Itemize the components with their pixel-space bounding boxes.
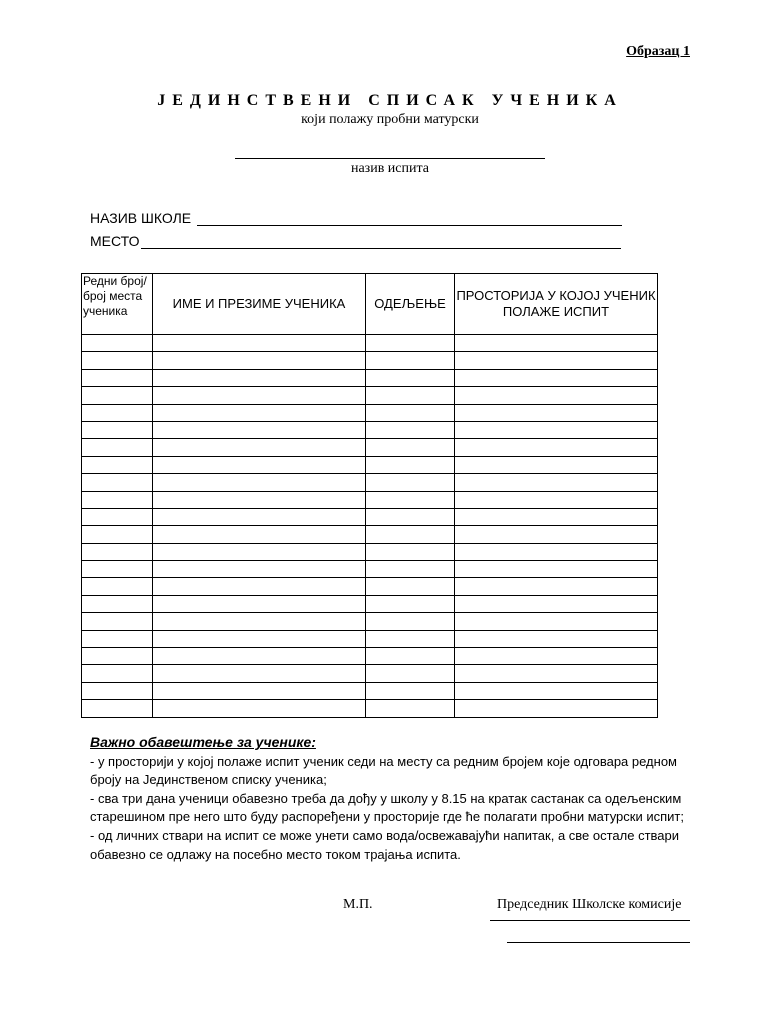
cell-room[interactable] [455, 561, 658, 578]
cell-room[interactable] [455, 682, 658, 699]
table-row [82, 421, 658, 438]
cell-class[interactable] [366, 474, 455, 491]
student-list-table [81, 273, 658, 718]
cell-number[interactable] [82, 526, 153, 543]
cell-room[interactable] [455, 665, 658, 682]
cell-room[interactable] [455, 369, 658, 386]
cell-room[interactable] [455, 439, 658, 456]
notice-item: - сва три дана ученици обавезно треба да дођу у школу у 8.15 на кратак састанак са одељенским старешином пре него што буду распоређени у просторије где ће полагати пробни матурски испит; [90, 790, 684, 825]
cell-class[interactable] [366, 404, 455, 421]
cell-room[interactable] [455, 543, 658, 560]
column-header-room: ПРОСТОРИЈА У КОЈОЈ УЧЕНИК ПОЛАЖЕ ИСПИТ [455, 274, 658, 335]
cell-class[interactable] [366, 682, 455, 699]
cell-room[interactable] [455, 595, 658, 612]
table-row [82, 404, 658, 421]
table-row [82, 613, 658, 630]
cell-name[interactable] [153, 665, 366, 682]
notice-section [90, 733, 700, 864]
table-row [82, 543, 658, 560]
place-field[interactable] [90, 233, 621, 249]
cell-room[interactable] [455, 700, 658, 717]
column-header-number: Редни број/ број места ученика [82, 274, 153, 335]
table-row [82, 491, 658, 508]
place-label: МЕСТО [90, 233, 140, 249]
cell-class[interactable] [366, 369, 455, 386]
cell-class[interactable] [366, 595, 455, 612]
cell-class[interactable] [366, 387, 455, 404]
cell-name[interactable] [153, 648, 366, 665]
cell-name[interactable] [153, 335, 366, 352]
notice-heading: Важно обавештење за ученике: [90, 734, 316, 750]
table-row [82, 700, 658, 717]
cell-number[interactable] [82, 700, 153, 717]
cell-class[interactable] [366, 665, 455, 682]
cell-name[interactable] [153, 543, 366, 560]
cell-name[interactable] [153, 369, 366, 386]
table-row [82, 595, 658, 612]
cell-number[interactable] [82, 387, 153, 404]
cell-number[interactable] [82, 508, 153, 525]
cell-room[interactable] [455, 474, 658, 491]
cell-class[interactable] [366, 526, 455, 543]
cell-class[interactable] [366, 630, 455, 647]
cell-class[interactable] [366, 543, 455, 560]
cell-number[interactable] [82, 439, 153, 456]
cell-number[interactable] [82, 665, 153, 682]
school-name-label: НАЗИВ ШКОЛЕ [90, 210, 192, 226]
table-row [82, 335, 658, 352]
table-row [82, 578, 658, 595]
cell-number[interactable] [82, 421, 153, 438]
cell-number[interactable] [82, 613, 153, 630]
cell-room[interactable] [455, 404, 658, 421]
cell-class[interactable] [366, 700, 455, 717]
cell-name[interactable] [153, 700, 366, 717]
document-subtitle: који полажу пробни матурски [301, 112, 479, 127]
cell-name[interactable] [153, 508, 366, 525]
school-name-line[interactable] [197, 213, 622, 226]
cell-number[interactable] [82, 352, 153, 369]
signature-line[interactable] [507, 942, 690, 943]
cell-number[interactable] [82, 543, 153, 560]
notice-item: - у просторији у којој полаже испит ученик седи на месту са редним бројем које одговара редном броју на Јединственом списку ученика; [90, 753, 677, 788]
cell-name[interactable] [153, 404, 366, 421]
table-row [82, 630, 658, 647]
cell-room[interactable] [455, 613, 658, 630]
cell-number[interactable] [82, 491, 153, 508]
cell-name[interactable] [153, 578, 366, 595]
cell-room[interactable] [455, 387, 658, 404]
cell-room[interactable] [455, 648, 658, 665]
cell-class[interactable] [366, 561, 455, 578]
table-row [82, 474, 658, 491]
cell-name[interactable] [153, 439, 366, 456]
document-title: ЈЕДИНСТВЕНИ СПИСАК УЧЕНИКА [157, 92, 623, 109]
cell-room[interactable] [455, 508, 658, 525]
cell-room[interactable] [455, 526, 658, 543]
form-number: Образац 1 [626, 44, 690, 59]
cell-name[interactable] [153, 456, 366, 473]
table-row [82, 648, 658, 665]
table-body [82, 335, 658, 718]
place-line[interactable] [141, 236, 621, 249]
table-row [82, 456, 658, 473]
president-label: Председник Школске комисије [497, 897, 682, 912]
cell-room[interactable] [455, 578, 658, 595]
cell-class[interactable] [366, 335, 455, 352]
cell-number[interactable] [82, 561, 153, 578]
cell-number[interactable] [82, 578, 153, 595]
cell-number[interactable] [82, 682, 153, 699]
table-row [82, 387, 658, 404]
cell-class[interactable] [366, 456, 455, 473]
column-header-name: ИМЕ И ПРЕЗИМЕ УЧЕНИКА [153, 274, 366, 335]
exam-name-line[interactable] [235, 158, 545, 159]
cell-class[interactable] [366, 613, 455, 630]
cell-name[interactable] [153, 613, 366, 630]
exam-name-label: назив испита [350, 161, 430, 176]
cell-name[interactable] [153, 682, 366, 699]
cell-class[interactable] [366, 508, 455, 525]
cell-room[interactable] [455, 335, 658, 352]
cell-room[interactable] [455, 456, 658, 473]
table-header-row [82, 274, 658, 335]
column-header-class: ОДЕЉЕЊЕ [366, 274, 455, 335]
cell-room[interactable] [455, 630, 658, 647]
cell-name[interactable] [153, 526, 366, 543]
cell-class[interactable] [366, 439, 455, 456]
table-row [82, 665, 658, 682]
cell-number[interactable] [82, 369, 153, 386]
cell-room[interactable] [455, 421, 658, 438]
cell-number[interactable] [82, 474, 153, 491]
cell-class[interactable] [366, 648, 455, 665]
signature-line[interactable] [490, 920, 690, 921]
cell-room[interactable] [455, 352, 658, 369]
table-row [82, 682, 658, 699]
cell-number[interactable] [82, 648, 153, 665]
table-row [82, 526, 658, 543]
notice-item: - од личних ствари на испит се може унети само вода/освежавајући напитак, а све остале ствари обавезно се одлажу на посебно место током трајања испита. [90, 827, 680, 862]
cell-number[interactable] [82, 404, 153, 421]
cell-number[interactable] [82, 456, 153, 473]
cell-class[interactable] [366, 578, 455, 595]
cell-number[interactable] [82, 595, 153, 612]
cell-name[interactable] [153, 352, 366, 369]
school-name-field[interactable] [90, 210, 622, 226]
cell-name[interactable] [153, 421, 366, 438]
cell-room[interactable] [455, 491, 658, 508]
stamp-label: М.П. [343, 897, 373, 912]
cell-number[interactable] [82, 335, 153, 352]
table-row [82, 369, 658, 386]
table-row [82, 352, 658, 369]
cell-class[interactable] [366, 352, 455, 369]
cell-name[interactable] [153, 387, 366, 404]
cell-class[interactable] [366, 491, 455, 508]
table-row [82, 439, 658, 456]
cell-name[interactable] [153, 630, 366, 647]
cell-name[interactable] [153, 595, 366, 612]
cell-class[interactable] [366, 421, 455, 438]
table-row [82, 561, 658, 578]
cell-name[interactable] [153, 474, 366, 491]
cell-name[interactable] [153, 561, 366, 578]
cell-number[interactable] [82, 630, 153, 647]
table-row [82, 508, 658, 525]
cell-name[interactable] [153, 491, 366, 508]
